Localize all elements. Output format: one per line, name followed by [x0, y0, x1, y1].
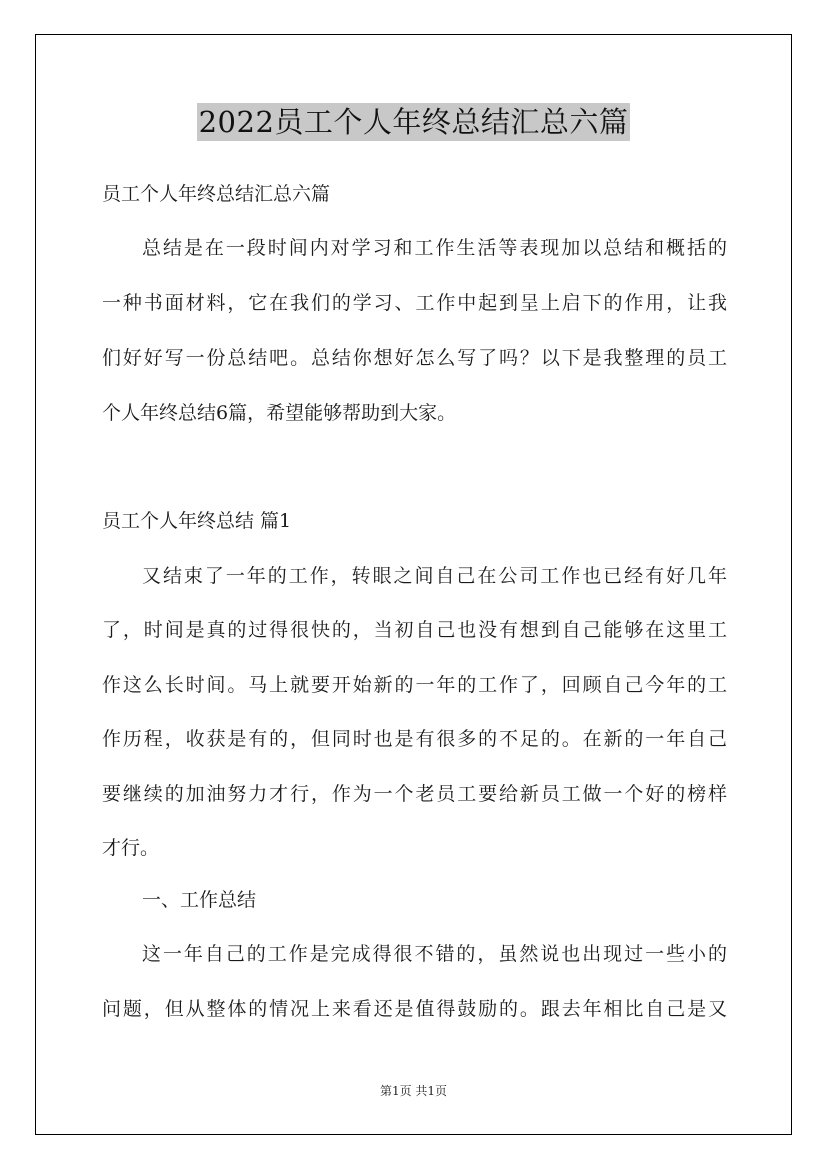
- paragraph-line: 才行。: [102, 837, 160, 859]
- paragraph-line: 总结是在一段时间内对学习和工作生活等表现加以总结和概括的: [142, 237, 727, 259]
- document-title: 2022员工个人年终总结汇总六篇: [198, 105, 629, 139]
- paragraph-line: 一种书面材料，它在我们的学习、工作中起到呈上启下的作用，让我: [102, 292, 727, 314]
- paragraph-line: 了，时间是真的过得很快的，当初自己也没有想到自己能够在这里工: [102, 619, 727, 641]
- section-heading: 员工个人年终总结 篇1: [102, 510, 292, 532]
- paragraph-line: 们好好写一份总结吧。总结你想好怎么写了吗？以下是我整理的员工: [102, 347, 727, 369]
- paragraph-line: 作历程，收获是有的，但同时也是有很多的不足的。在新的一年自己: [102, 728, 727, 750]
- paragraph-line: 要继续的加油努力才行，作为一个老员工要给新员工做一个好的榜样: [102, 783, 727, 805]
- document-subtitle: 员工个人年终总结汇总六篇: [102, 183, 331, 205]
- title-container: [0, 103, 827, 141]
- paragraph-line: 问题，但从整体的情况上来看还是值得鼓励的。跟去年相比自己是又: [102, 998, 727, 1020]
- paragraph-line: 这一年自己的工作是完成得很不错的，虽然说也出现过一些小的: [142, 943, 727, 965]
- page-footer: 第1页 共1页: [379, 1084, 448, 1098]
- paragraph-line: 又结束了一年的工作，转眼之间自己在公司工作也已经有好几年: [142, 565, 727, 587]
- paragraph-line: 个人年终总结6篇，希望能够帮助到大家。: [102, 402, 457, 424]
- paragraph-line: 作这么长时间。马上就要开始新的一年的工作了，回顾自己今年的工: [102, 674, 727, 696]
- sub-heading: 一、工作总结: [142, 889, 257, 911]
